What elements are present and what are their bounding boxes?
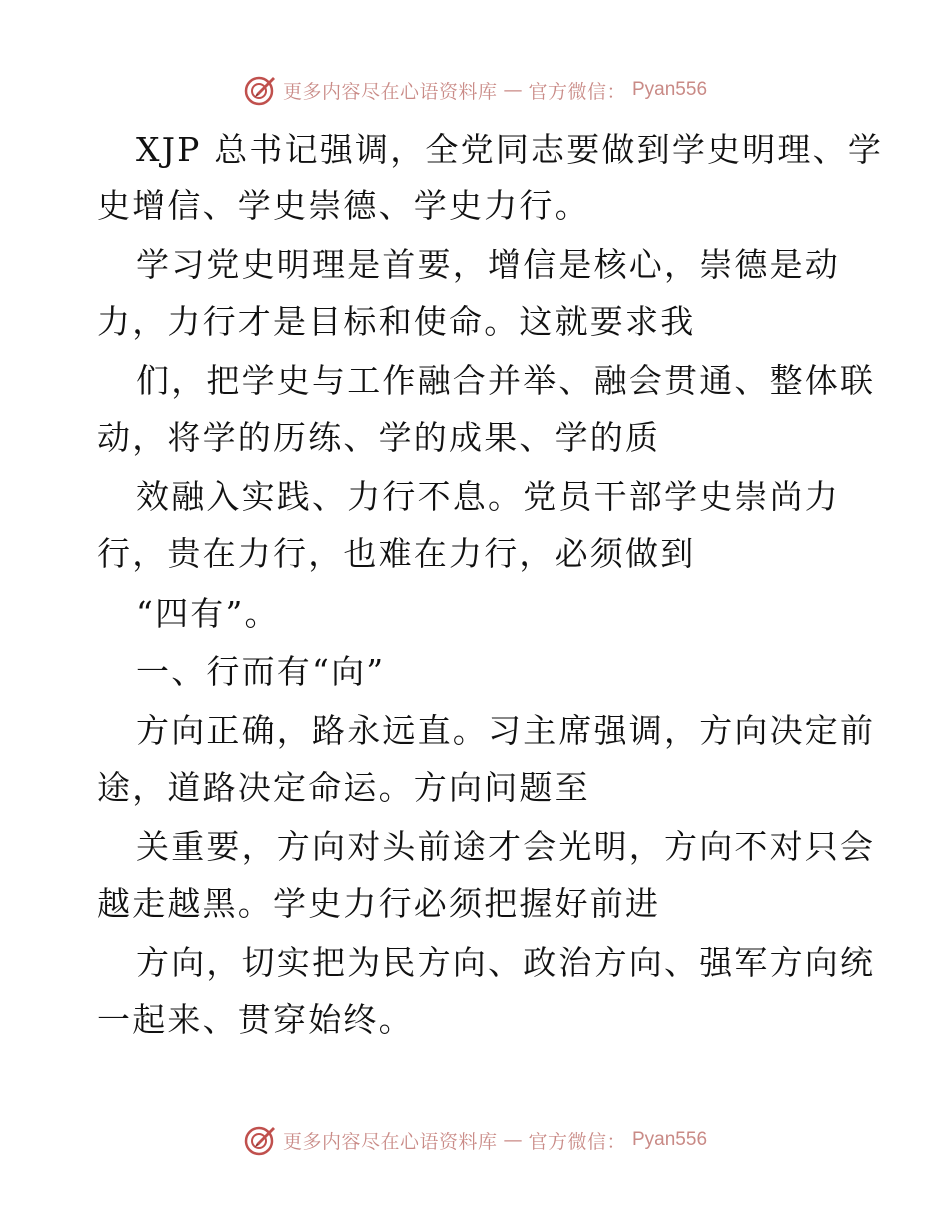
text-line: 途，道路决定命运。方向问题至 xyxy=(97,768,590,807)
watermark-label: 官方微信： xyxy=(528,80,626,103)
text-line: 力，力行才是目标和使命。这就要求我 xyxy=(97,302,696,341)
text-line: 方向正确，路永远直。习主席强调，方向决定前 xyxy=(136,711,876,750)
text-line: 们，把学史与工作融合并举、融会贯通、整体联 xyxy=(136,361,876,400)
footer-watermark xyxy=(0,1120,950,1160)
text-line: 关重要，方向对头前途才会光明，方向不对只会 xyxy=(136,827,876,866)
text-line: 效融入实践、力行不息。党员干部学史崇尚力 xyxy=(136,477,840,516)
header-watermark xyxy=(0,70,950,110)
watermark-label: 官方微信： xyxy=(528,1130,626,1153)
watermark-id: Pyan556 xyxy=(632,1129,708,1150)
text-line: 学习党史明理是首要，增信是核心，崇德是动 xyxy=(136,245,840,284)
text-line: 越走越黑。学史力行必须把握好前进 xyxy=(97,884,661,923)
watermark-id: Pyan556 xyxy=(632,79,708,100)
text-line: 动，将学的历练、学的成果、学的质 xyxy=(97,418,661,457)
text-line: “四有”。 xyxy=(136,594,280,633)
text-line: 行，贵在力行，也难在力行，必须做到 xyxy=(97,534,696,573)
watermark-dash: — xyxy=(503,1129,523,1151)
text-line: 方向，切实把为民方向、政治方向、强军方向统 xyxy=(136,943,876,982)
watermark-text: 更多内容尽在心语资料库 xyxy=(282,1130,498,1153)
text-line: 一起来、贯穿始终。 xyxy=(97,1000,414,1039)
watermark-dash: — xyxy=(503,79,523,101)
watermark-text: 更多内容尽在心语资料库 xyxy=(282,80,498,103)
text-line: 史增信、学史崇德、学史力行。 xyxy=(97,186,590,225)
pen-logo-icon xyxy=(243,1123,277,1157)
pen-logo-icon xyxy=(243,73,277,107)
text-line: XJP 总书记强调，全党同志要做到学史明理、学 xyxy=(136,130,884,169)
section-heading: 一、行而有“向” xyxy=(136,652,386,691)
